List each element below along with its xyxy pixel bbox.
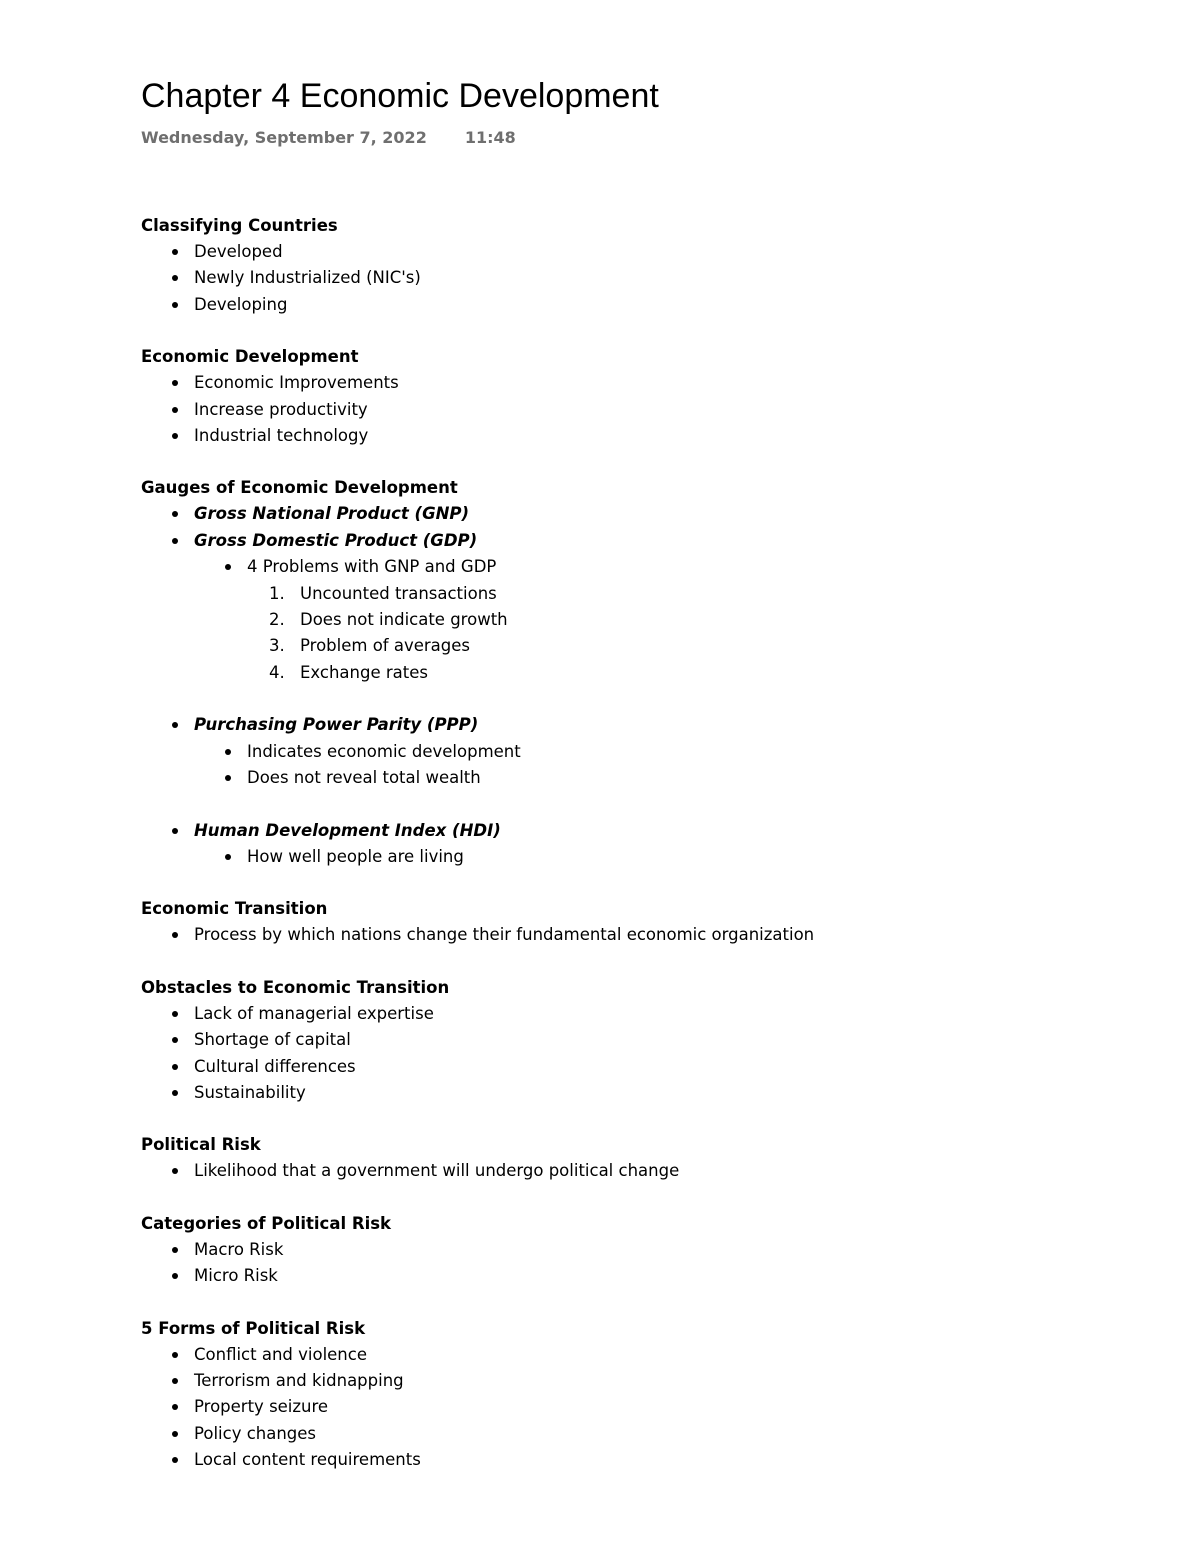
item-text: Problem of averages (300, 636, 470, 656)
section-heading: Categories of Political Risk (141, 1213, 392, 1233)
section-gauges (141, 475, 1141, 870)
section-forms (141, 1316, 1141, 1474)
section-economic-transition (141, 896, 1141, 948)
list-item: Cultural differences (141, 1054, 1141, 1080)
bullet-list (141, 1158, 1141, 1184)
sub-bullet-list (141, 844, 1141, 870)
bullet-list (141, 370, 1141, 449)
bullet-list (141, 239, 1141, 318)
section-heading: Economic Development (141, 347, 359, 367)
section-obstacles (141, 975, 1141, 1107)
section-heading: Economic Transition (141, 899, 328, 919)
bullet-list (141, 922, 1141, 948)
item-text: Uncounted transactions (300, 583, 497, 603)
list-item: Economic Improvements (141, 370, 1141, 396)
list-item: Indicates economic development (194, 739, 1141, 765)
note-body (141, 213, 1141, 1500)
list-item-gnp (141, 501, 1141, 527)
section-heading: Political Risk (141, 1135, 261, 1155)
bullet-list (141, 501, 1141, 686)
section-heading: Classifying Countries (141, 216, 338, 235)
list-item: Process by which nations change their fundamental economic organization (141, 922, 1141, 948)
sub-bullet-list (141, 739, 1141, 792)
numbered-item (247, 633, 1141, 659)
term-gnp: Gross National Product (GNP) (194, 504, 470, 524)
section-economic-development (141, 344, 1141, 449)
bullet-list (141, 712, 1141, 791)
list-item: Property seizure (141, 1394, 1141, 1420)
section-categories (141, 1211, 1141, 1290)
list-item: Sustainability (141, 1080, 1141, 1106)
note-timestamp (141, 126, 516, 150)
list-item-ppp (141, 712, 1141, 791)
section-heading: 5 Forms of Political Risk (141, 1318, 366, 1338)
list-item: Macro Risk (141, 1237, 1141, 1263)
list-item: Local content requirements (141, 1447, 1141, 1473)
item-number: 4. (269, 662, 285, 682)
section-classifying-countries (141, 213, 1141, 318)
list-item: Terrorism and kidnapping (141, 1368, 1141, 1394)
item-text: Does not indicate growth (300, 610, 508, 630)
section-political-risk (141, 1132, 1141, 1184)
section-heading: Obstacles to Economic Transition (141, 977, 450, 997)
numbered-item (247, 607, 1141, 633)
list-item: Shortage of capital (141, 1027, 1141, 1053)
item-number: 2. (269, 610, 285, 630)
list-item: How well people are living (194, 844, 1141, 870)
note-time: 11:48 (464, 128, 516, 147)
item-number: 3. (269, 636, 285, 656)
list-item-hdi (141, 818, 1141, 871)
numbered-item (247, 581, 1141, 607)
bullet-list (141, 1237, 1141, 1290)
list-item-gdp (141, 528, 1141, 686)
list-item: Newly Industrialized (NIC's) (141, 265, 1141, 291)
problems-label: 4 Problems with GNP and GDP (247, 557, 497, 577)
term-hdi: Human Development Index (HDI) (194, 820, 501, 840)
bullet-list (141, 1001, 1141, 1107)
sub-bullet-list (141, 554, 1141, 686)
list-item-problems (194, 554, 1141, 686)
spacer (141, 792, 1141, 818)
bullet-list (141, 1342, 1141, 1474)
list-item: Micro Risk (141, 1263, 1141, 1289)
list-item: Likelihood that a government will undergo political change (141, 1158, 1141, 1184)
note-date: Wednesday, September 7, 2022 (141, 128, 427, 147)
item-text: Exchange rates (300, 662, 428, 682)
term-gdp: Gross Domestic Product (GDP) (194, 530, 478, 550)
spacer (141, 686, 1141, 712)
numbered-item (247, 660, 1141, 686)
list-item: Industrial technology (141, 423, 1141, 449)
term-ppp: Purchasing Power Parity (PPP) (194, 715, 479, 735)
bullet-list (141, 818, 1141, 871)
list-item: Developed (141, 239, 1141, 265)
list-item: Increase productivity (141, 397, 1141, 423)
section-heading: Gauges of Economic Development (141, 478, 458, 498)
list-item: Lack of managerial expertise (141, 1001, 1141, 1027)
list-item: Developing (141, 292, 1141, 318)
item-number: 1. (269, 583, 285, 603)
list-item: Conflict and violence (141, 1342, 1141, 1368)
list-item: Policy changes (141, 1421, 1141, 1447)
numbered-list (194, 581, 1141, 687)
list-item: Does not reveal total wealth (194, 765, 1141, 791)
page-title: Chapter 4 Economic Development (141, 77, 659, 115)
